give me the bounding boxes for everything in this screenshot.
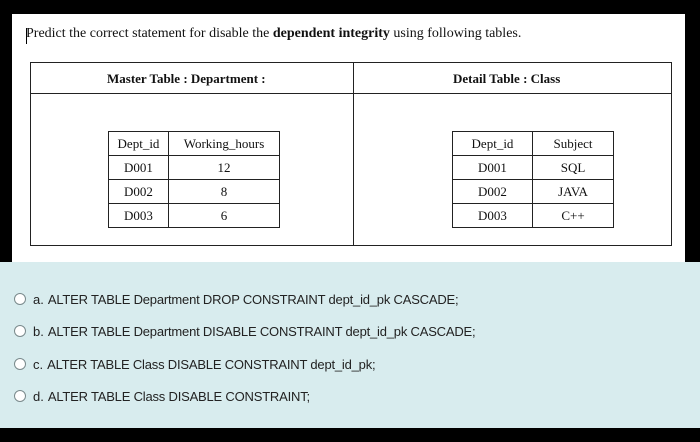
option-d[interactable] bbox=[14, 386, 310, 406]
question-text bbox=[26, 26, 521, 42]
master-table-title: Master Table : Department : bbox=[107, 71, 266, 86]
option-a[interactable] bbox=[14, 289, 458, 309]
master-table bbox=[108, 131, 280, 228]
option-letter: b. bbox=[33, 323, 44, 339]
table-cell: 6 bbox=[169, 204, 280, 228]
detail-table-title: Detail Table : Class bbox=[453, 71, 561, 86]
answer-options-panel bbox=[0, 262, 700, 428]
option-b[interactable] bbox=[14, 321, 475, 341]
column-header: Dept_id bbox=[109, 132, 169, 156]
table-row bbox=[109, 156, 280, 180]
table-row bbox=[109, 204, 280, 228]
table-row bbox=[453, 204, 614, 228]
column-header: Subject bbox=[533, 132, 614, 156]
table-cell: 8 bbox=[169, 180, 280, 204]
table-cell: D001 bbox=[453, 156, 533, 180]
table-row bbox=[109, 180, 280, 204]
table-header-row bbox=[109, 132, 280, 156]
table-cell: D003 bbox=[109, 204, 169, 228]
table-cell: D002 bbox=[109, 180, 169, 204]
option-text: ALTER TABLE Department DISABLE CONSTRAINT dept_id_pk CASCADE; bbox=[47, 323, 476, 339]
table-cell: D003 bbox=[453, 204, 533, 228]
radio-button-icon[interactable] bbox=[14, 358, 26, 370]
detail-table bbox=[452, 131, 614, 228]
radio-button-icon[interactable] bbox=[14, 325, 26, 337]
question-panel bbox=[12, 14, 685, 262]
option-letter: c. bbox=[33, 356, 44, 372]
table-row bbox=[453, 156, 614, 180]
option-c[interactable] bbox=[14, 354, 375, 374]
column-header: Dept_id bbox=[453, 132, 533, 156]
option-text: ALTER TABLE Class DISABLE CONSTRAINT dept_id_pk; bbox=[47, 356, 376, 372]
table-cell: D002 bbox=[453, 180, 533, 204]
radio-button-icon[interactable] bbox=[14, 390, 26, 402]
table-cell: SQL bbox=[533, 156, 614, 180]
table-cell: JAVA bbox=[533, 180, 614, 204]
table-cell: D001 bbox=[109, 156, 169, 180]
table-cell: C++ bbox=[533, 204, 614, 228]
table-cell: 12 bbox=[169, 156, 280, 180]
option-text: ALTER TABLE Class DISABLE CONSTRAINT; bbox=[47, 388, 310, 404]
option-letter: a. bbox=[33, 291, 44, 307]
question-bold: dependent integrity bbox=[272, 26, 390, 41]
top-black-bar bbox=[0, 0, 700, 14]
tables-divider bbox=[353, 63, 354, 245]
table-row bbox=[453, 180, 614, 204]
radio-button-icon[interactable] bbox=[14, 293, 26, 305]
option-letter: d. bbox=[33, 388, 44, 404]
option-text: ALTER TABLE Department DROP CONSTRAINT dept_id_pk CASCADE; bbox=[47, 291, 459, 307]
question-prefix: Predict the correct statement for disable the bbox=[26, 26, 273, 41]
table-header-row bbox=[453, 132, 614, 156]
column-header: Working_hours bbox=[169, 132, 280, 156]
question-suffix: using following tables. bbox=[389, 26, 522, 41]
bottom-black-bar bbox=[0, 428, 700, 442]
tables-container bbox=[30, 62, 672, 246]
